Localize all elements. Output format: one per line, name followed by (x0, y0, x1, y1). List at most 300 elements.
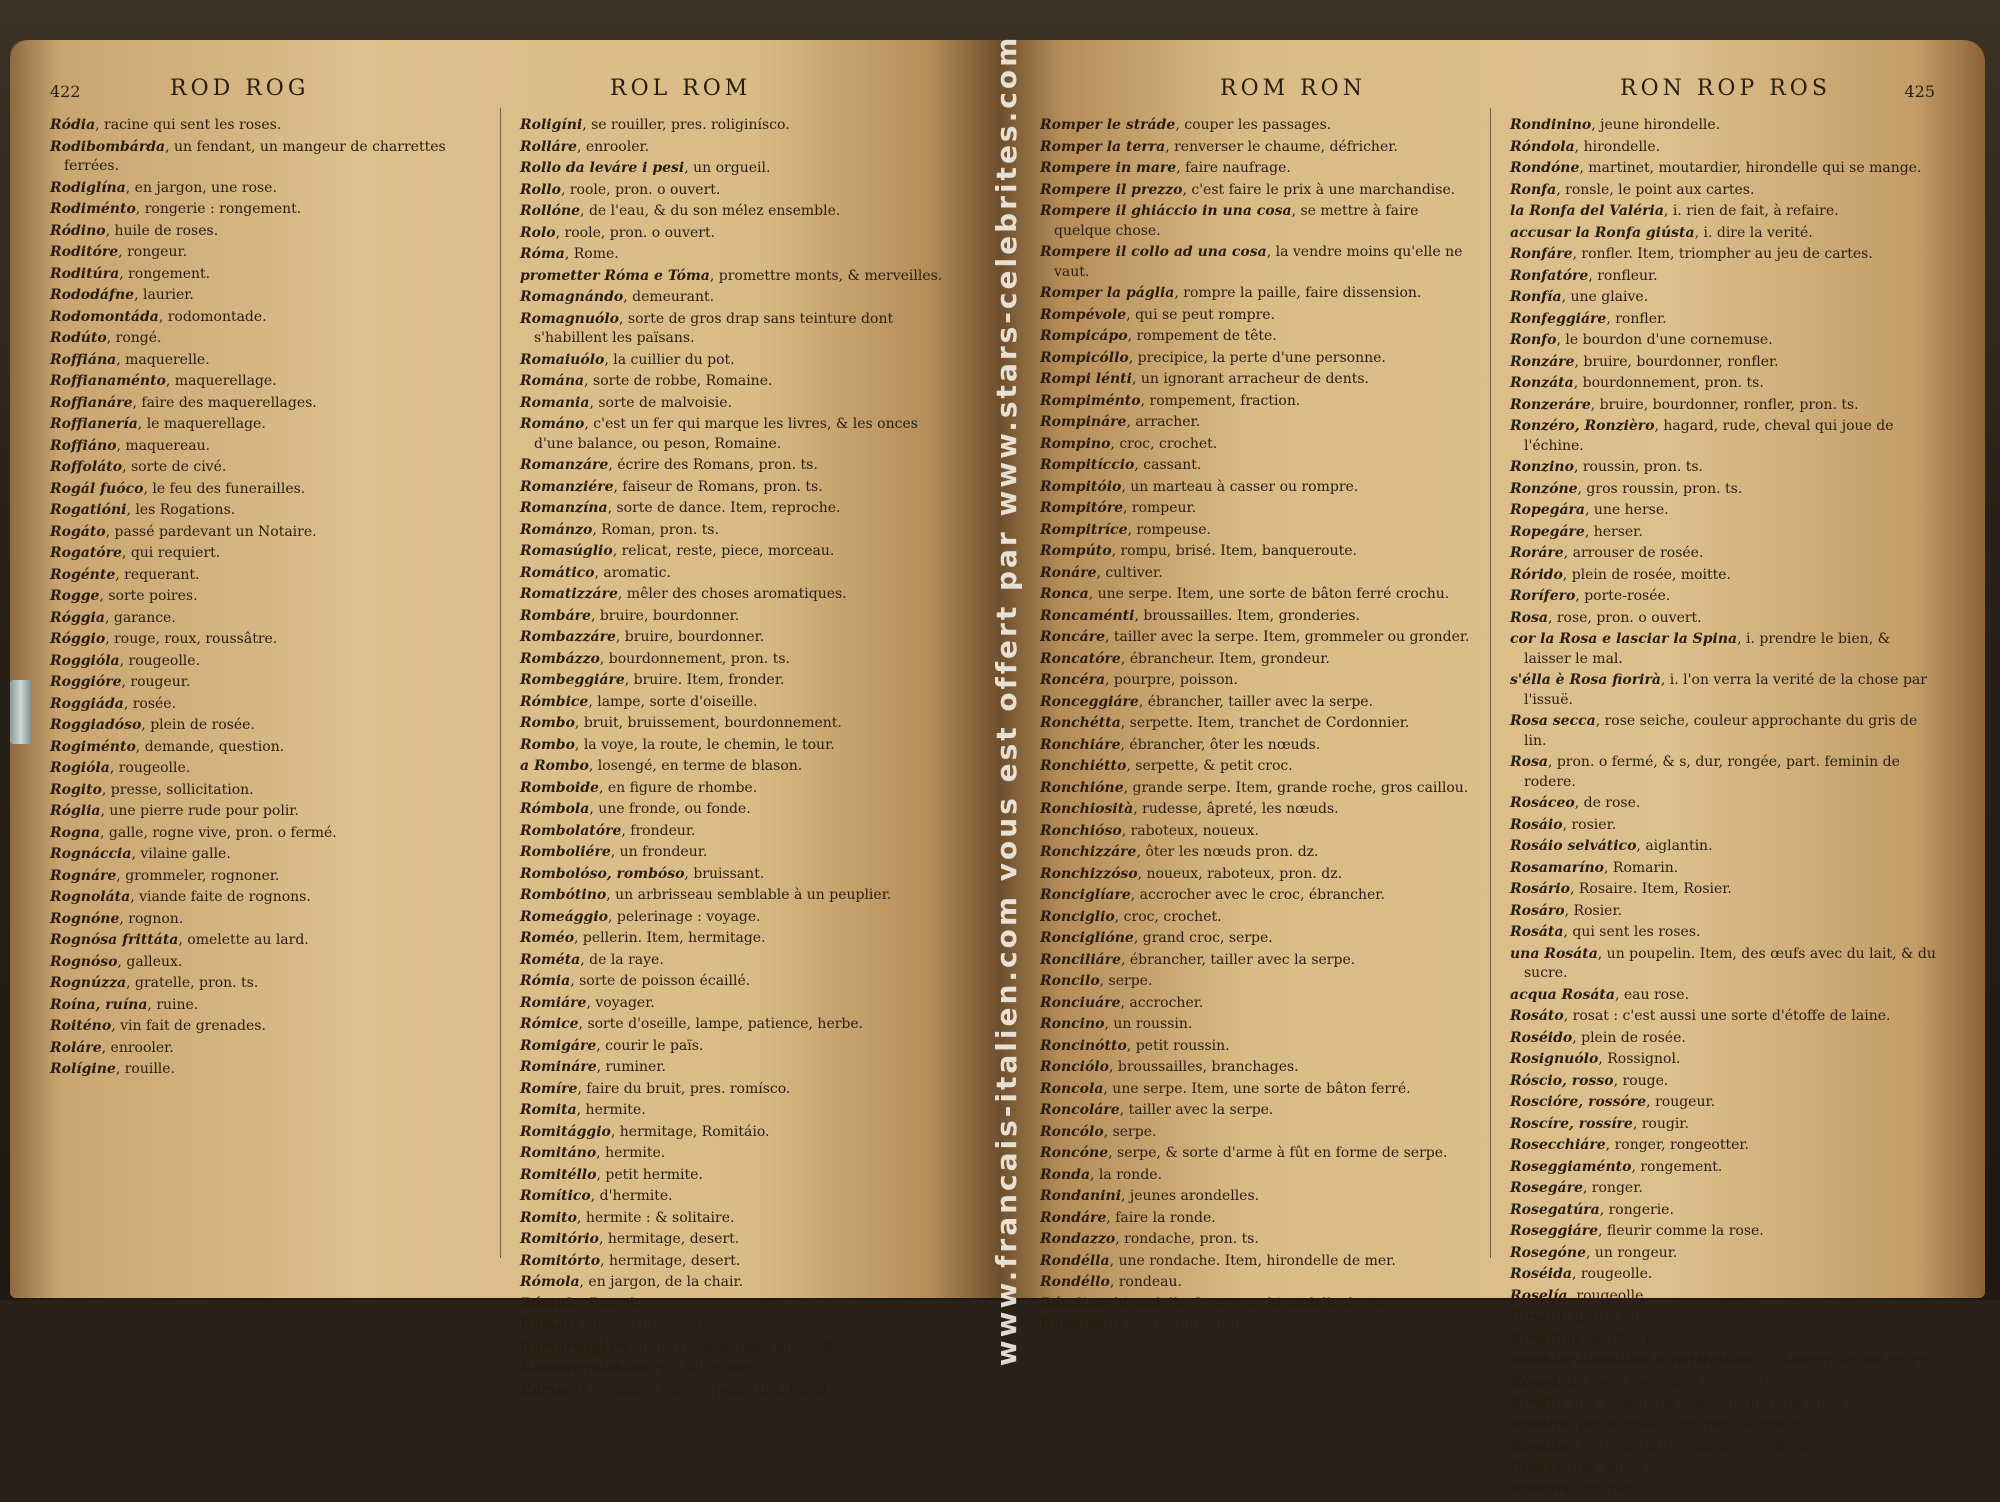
definition: , faiseur de Romans, pron. ts. (613, 478, 823, 495)
definition: , hermitage, desert. (598, 1231, 740, 1247)
headword: Romboide (520, 779, 599, 796)
definition: , hirondelle. (1574, 138, 1661, 155)
dictionary-entry (1040, 951, 1470, 971)
dictionary-entry (50, 1017, 480, 1037)
definition: , galleux. (117, 953, 183, 970)
headword: Rosáro (1510, 902, 1565, 919)
dictionary-entry (1510, 1072, 1940, 1092)
definition: , ronger. (1582, 1180, 1643, 1196)
dictionary-entry (50, 953, 480, 973)
definition: , martinet, moutardier, hirondelle qui se mange. (1579, 160, 1922, 176)
definition: , pelerinage : voyage. (608, 908, 761, 925)
headword: Roffiáno (50, 437, 117, 454)
definition: , rudesse, âpreté, les nœuds. (1133, 801, 1339, 817)
definition: , arrouser de rosée. (1563, 545, 1704, 561)
definition: , gratte-culs. (1563, 1309, 1654, 1325)
open-book (10, 34, 1985, 1497)
definition: , plein de rosée. (1572, 1029, 1686, 1046)
definition: , un roussin. (1104, 1016, 1193, 1032)
headword: Rogna (50, 824, 101, 841)
headword: Rompicóllo (1040, 349, 1129, 366)
headword: Rollo (520, 181, 561, 198)
definition: , une glaive. (1561, 289, 1649, 305)
dictionary-entry (1510, 1136, 1940, 1156)
headword: Rosegóne (1510, 1244, 1586, 1261)
dictionary-entry (520, 951, 950, 971)
definition: , cassant. (1134, 457, 1202, 473)
definition: , sorte d'oseille, lampe, patience, herbe. (578, 1016, 864, 1032)
headword: Rórido (1510, 566, 1563, 583)
dictionary-entry (50, 308, 480, 328)
definition: , ébrancheur. Item, grondeur. (1120, 650, 1330, 667)
dictionary-entry (50, 415, 480, 435)
dictionary-entry (1510, 1394, 1940, 1414)
dictionary-entry (1510, 1437, 1940, 1457)
dictionary-entry (1510, 353, 1940, 373)
dictionary-entry (520, 415, 950, 454)
headword: Róndola (1510, 138, 1575, 155)
headword: Ronchióso (1040, 822, 1122, 839)
headword: Rompere il prezzo (1040, 181, 1183, 198)
dictionary-entry (50, 673, 480, 693)
dictionary-entry (520, 1273, 950, 1293)
dictionary-entry (520, 351, 950, 371)
definition: , passé pardevant un Notaire. (105, 523, 317, 540)
headword: Rondinélla (1040, 1317, 1126, 1333)
headword: Románo (520, 416, 585, 432)
dictionary-entry (1510, 1007, 1940, 1027)
headword: Rómulo (520, 1295, 581, 1312)
definition: , un fendant, un mangeur de charrettes ferrées. (64, 138, 446, 174)
headword: Roméo (520, 930, 575, 946)
dictionary-entry (50, 996, 480, 1016)
definition: , hermite. (576, 1102, 646, 1118)
headword: Rompévole (1040, 306, 1127, 323)
definition: , une serpe. Item, une sorte de bâton ferré. (1103, 1080, 1411, 1097)
headword: Romper la páglia (1040, 285, 1175, 301)
dictionary-entry (1040, 1080, 1470, 1100)
headword: Rosáio (1510, 816, 1563, 833)
dictionary-entry (50, 931, 480, 951)
headword: Romigáre (520, 1037, 597, 1054)
dictionary-entry (50, 372, 480, 392)
dictionary-entry (1040, 435, 1470, 455)
dictionary-entry (50, 759, 480, 779)
definition: , croc, crochet. (1110, 435, 1218, 452)
definition: , qui fait rumeur. (647, 1360, 768, 1376)
definition: , de rose, rosé, pron. o ouvert. (1557, 1373, 1772, 1390)
definition: , huile de roses. (105, 222, 219, 239)
definition: , rouille. (115, 1061, 176, 1077)
headword: Romita (520, 1102, 577, 1118)
headword: Róndine (1040, 1295, 1106, 1312)
headword: Rognáre (50, 867, 117, 884)
dictionary-entry (1040, 116, 1470, 136)
definition: , hermitage, desert. (600, 1252, 741, 1269)
definition: , bruire. Item, fronder. (624, 672, 785, 688)
dictionary-entry (520, 843, 950, 863)
dictionary-entry (50, 609, 480, 629)
definition: , sorte poires. (99, 588, 198, 604)
headword: Ronchétta (1040, 715, 1121, 731)
definition: , un ignorant arracheur de dents. (1131, 371, 1369, 387)
left-page-number: 422 (50, 82, 81, 101)
headword: Rosétto (1510, 1438, 1571, 1454)
definition: , bourdonnement, pron. ts. (599, 650, 790, 667)
dictionary-entry (520, 181, 950, 201)
right-head-left: ROM RON (1220, 76, 1366, 101)
dictionary-entry (1040, 564, 1470, 584)
definition: , tailler avec la serpe. Item, grommeler ou gronder. (1105, 629, 1470, 645)
definition: , rondache, pron. ts. (1115, 1231, 1259, 1247)
headword: Roffianáre (50, 394, 133, 411)
dictionary-entry (1510, 1459, 1940, 1479)
dictionary-entry (50, 910, 480, 930)
dictionary-entry (1040, 499, 1470, 519)
headword: Rompitóio (1040, 478, 1122, 495)
dictionary-entry (1510, 181, 1940, 201)
dictionary-entry (50, 716, 480, 736)
headword: Ronciglio (1040, 908, 1115, 925)
dictionary-entry (1040, 822, 1470, 842)
definition: , maquerellage. (165, 373, 277, 389)
definition: , bruire, bourdonner. (615, 629, 765, 645)
definition: , pellerin. Item, hermitage. (574, 930, 766, 946)
headword: Romanzína (520, 500, 608, 516)
dictionary-entry (1510, 1158, 1940, 1178)
definition: , courir le païs. (596, 1037, 704, 1054)
definition: , voyager. (586, 994, 655, 1011)
headword: Romasúglio (520, 543, 613, 559)
definition: , gros roussin, pron. ts. (1577, 480, 1743, 497)
headword: Roséido (1510, 1029, 1573, 1046)
left-column-1 (50, 116, 480, 1082)
headword: Roscióre, rossóre (1510, 1094, 1647, 1110)
dictionary-entry (1510, 1050, 1940, 1070)
definition: , ruine. (147, 996, 199, 1013)
headword: Ronzáta (1510, 375, 1574, 391)
definition: , bruire, bourdonner, ronfler, pron. ts. (1590, 396, 1859, 413)
definition: , sorte de poisson écaillé. (570, 973, 751, 989)
definition: , croc, crochet. (1114, 908, 1222, 925)
headword: Ronzeráre (1510, 396, 1591, 413)
definition: , relicat, reste, piece, morceau. (612, 543, 835, 559)
headword: Rognoláta (50, 889, 131, 905)
headword: Rosáio selvático (1510, 838, 1637, 854)
definition: , rougir. (1632, 1115, 1689, 1132)
definition: , i. dire la verité. (1694, 224, 1813, 241)
dictionary-entry (1040, 650, 1470, 670)
dictionary-entry (1510, 587, 1940, 607)
definition: , c'est faire le prix à une marchandise. (1182, 181, 1456, 198)
definition: , tailler avec la serpe. (1119, 1102, 1274, 1118)
definition: , rose seiche, couleur approchante du gris de lin. (1524, 713, 1918, 749)
headword: Roráre (1510, 545, 1564, 561)
dictionary-entry (1510, 1330, 1940, 1350)
headword: Rompere il collo ad una cosa (1040, 244, 1267, 260)
dictionary-entry (520, 478, 950, 498)
dictionary-entry (1040, 1058, 1470, 1078)
dictionary-entry (1510, 288, 1940, 308)
headword: Romináre (520, 1059, 597, 1075)
definition: , frondeur. (621, 822, 696, 839)
dictionary-entry (1510, 1029, 1940, 1049)
headword: Róggia (50, 609, 105, 626)
headword: Rosáta (1510, 924, 1564, 940)
dictionary-entry (1040, 693, 1470, 713)
headword: Rogénte (50, 566, 116, 583)
dictionary-entry (1510, 331, 1940, 351)
definition: , accrocher. (1120, 994, 1204, 1011)
definition: , noueux, raboteux, pron. dz. (1137, 865, 1343, 882)
dictionary-entry (1510, 159, 1940, 179)
headword: Ronzáre (1510, 353, 1575, 370)
headword: Roggiáda (50, 695, 124, 712)
headword: Rombeggiáre (520, 672, 625, 688)
definition: , un rongeur. (1585, 1244, 1678, 1261)
definition: , sorte de civé. (122, 459, 227, 475)
dictionary-entry (520, 1316, 950, 1336)
definition: , racine qui sent les roses. (95, 117, 282, 133)
dictionary-entry (520, 1166, 950, 1186)
headword: Romático (520, 564, 595, 581)
dictionary-entry (1040, 757, 1470, 777)
definition: , le feu des funerailles. (143, 480, 306, 497)
headword: Ródia (50, 117, 96, 133)
headword: Ródino (50, 222, 106, 239)
headword: Romoreggiatóre (520, 1360, 648, 1376)
definition: , vin fait de grenades. (111, 1018, 266, 1034)
definition: , plein de rosée, moitte. (1562, 566, 1732, 583)
dictionary-entry (1040, 521, 1470, 541)
dictionary-entry (1510, 986, 1940, 1006)
headword: Rompiménto (1040, 392, 1141, 409)
definition: , en jargon, de la chair. (579, 1274, 744, 1290)
headword: Rosáto (1510, 1008, 1564, 1024)
dictionary-entry (1040, 714, 1470, 734)
headword: Rododáfne (50, 287, 135, 303)
definition: , une serpe. Item, une sorte de bâton ferré crochu. (1088, 586, 1450, 602)
dictionary-entry (520, 585, 950, 605)
headword: Rogál fuóco (50, 480, 144, 497)
definition: , serpe. (1103, 1123, 1157, 1140)
definition: , rosée. (123, 695, 177, 712)
headword: Rosa secca (1510, 713, 1596, 729)
headword: Rondéllo (1040, 1274, 1110, 1290)
headword: Ronfa (1510, 181, 1557, 198)
definition: , Romulus. (580, 1295, 656, 1312)
dictionary-entry (520, 972, 950, 992)
headword: Rombo (520, 736, 575, 753)
dictionary-entry (520, 1144, 950, 1164)
definition: , viande faite de rognons. (130, 889, 311, 905)
dictionary-entry (1040, 1295, 1470, 1315)
definition: , la vendre moins qu'elle ne vaut. (1054, 244, 1463, 280)
headword: Rolláre (520, 138, 577, 155)
definition: , rodomontade. (158, 308, 267, 325)
definition: , rongerie. (1599, 1201, 1674, 1218)
headword: Ronchiétto (1040, 758, 1127, 774)
dictionary-entry (520, 1015, 950, 1035)
dictionary-entry (520, 757, 950, 777)
definition: , le bourdon d'une cornemuse. (1556, 332, 1773, 348)
dictionary-entry (520, 245, 950, 265)
headword: Ronfo (1510, 332, 1557, 348)
dictionary-entry (1510, 1265, 1940, 1285)
definition: , qui sent les roses. (1563, 924, 1701, 940)
definition: , jeune hirondelle. (1125, 1317, 1254, 1333)
definition: , qui se peut rompre. (1126, 306, 1276, 323)
definition: , vilaine galle. (131, 846, 231, 862)
definition: , rongement. (1631, 1158, 1723, 1175)
headword: Romána (520, 373, 585, 389)
page-clip (10, 680, 32, 744)
headword: Romboliére (520, 844, 611, 860)
headword: Romiáre (520, 994, 587, 1011)
dictionary-entry (1510, 1093, 1940, 1113)
headword: Romito (520, 1209, 577, 1226)
headword: a Rombo (520, 758, 589, 774)
definition: , herser. (1584, 523, 1643, 540)
headword: Roligíni (520, 117, 583, 133)
headword: Rómbola (520, 801, 590, 817)
dictionary-entry (1510, 417, 1940, 456)
definition: , ébrancher, tailler avec la serpe. (1138, 693, 1374, 710)
definition: , hagard, rude, cheval qui joue de l'échine. (1524, 418, 1894, 454)
headword: Rogáto (50, 523, 106, 540)
dictionary-entry (1040, 843, 1470, 863)
definition: , en jargon, une rose. (125, 179, 277, 196)
definition: , jeune hirondelle. (1591, 117, 1721, 133)
dictionary-entry (520, 1252, 950, 1272)
dictionary-entry (1040, 972, 1470, 992)
headword: Romagnuólo (520, 310, 619, 327)
dictionary-entry (1510, 1222, 1940, 1242)
headword: Roncinótto (1040, 1037, 1127, 1054)
dictionary-entry (520, 267, 950, 287)
headword: Ronchizzáre (1040, 844, 1137, 860)
dictionary-entry (520, 202, 950, 222)
definition: , grommeler, rognoner. (116, 867, 280, 884)
definition: , rondeau. (1109, 1274, 1182, 1290)
definition: , petites roses. (1582, 1330, 1687, 1347)
headword: Ronchióne (1040, 779, 1124, 796)
dictionary-entry (520, 929, 950, 949)
dictionary-entry (50, 394, 480, 414)
headword: Ronciólo (1040, 1059, 1109, 1075)
definition: , se mettre à faire quelque chose. (1054, 203, 1419, 239)
definition: , enrooler. (576, 138, 650, 155)
dictionary-entry (520, 736, 950, 756)
headword: Rombolatóre (520, 822, 622, 839)
headword: Ronáre (1040, 564, 1097, 581)
headword: Roffiána (50, 351, 117, 368)
dictionary-entry (1040, 1209, 1470, 1229)
right-running-head (1040, 76, 1945, 116)
definition: , broussailles. Item, gronderies. (1134, 607, 1361, 624)
right-column-2 (1510, 116, 1940, 1502)
headword: Rogatióni (50, 502, 127, 518)
dictionary-entry (520, 1381, 950, 1401)
dictionary-entry (520, 1209, 950, 1229)
headword: Rodiglína (50, 179, 126, 196)
dictionary-entry (520, 693, 950, 713)
headword: Ronchiáre (1040, 736, 1121, 753)
dictionary-entry (1510, 671, 1940, 710)
definition: , une rondache. Item, hirondelle de mer. (1109, 1252, 1396, 1269)
headword: Ronzéro, Ronzièro (1510, 418, 1655, 434)
dictionary-entry (50, 200, 480, 220)
dictionary-entry (1510, 816, 1940, 836)
headword: Rogióla (50, 760, 110, 776)
definition: , faire rumeur, faire du bruit. (631, 1338, 838, 1355)
headword: Ronzóne (1510, 480, 1578, 497)
dictionary-entry (520, 288, 950, 308)
definition: , ronfler. Item, triompher au jeu de cartes. (1572, 246, 1873, 262)
definition: , roole, pron. o ouvert. (555, 224, 716, 241)
definition: , serpe, & sorte d'arme à fût en forme de serpe. (1108, 1145, 1448, 1161)
definition: , bruit, bruissement, bourdonnement. (574, 715, 842, 731)
headword: Rodibombárda (50, 138, 166, 155)
dictionary-entry (1510, 310, 1940, 330)
definition: , galle, rogne vive, pron. o fermé. (100, 824, 337, 841)
definition: , laurier. (134, 287, 194, 303)
definition: , grande serpe. Item, grande roche, gros caillou. (1123, 779, 1469, 796)
headword: Rompináre (1040, 414, 1127, 430)
headword: Rondinino (1510, 117, 1592, 133)
definition: , eau rose. (1614, 986, 1690, 1003)
definition: , rougeolle. (109, 760, 191, 776)
definition: , rompement de tête. (1127, 328, 1277, 344)
definition: , sorte de dance. Item, reproche. (607, 500, 841, 516)
headword: Rogatóre (50, 545, 122, 561)
dictionary-entry (1510, 245, 1940, 265)
dictionary-entry (1510, 794, 1940, 814)
definition: , un marteau à casser ou rompre. (1121, 478, 1359, 495)
definition: , serpe. (1099, 973, 1153, 989)
dictionary-entry (50, 1039, 480, 1059)
dictionary-entry (1040, 1144, 1470, 1164)
definition: , la voye, la route, le chemin, le tour. (574, 736, 835, 753)
headword: prometter Róma e Tóma (520, 267, 710, 284)
headword: Rompitríce (1040, 521, 1128, 538)
headword: Romitáno (520, 1145, 597, 1161)
dictionary-entry (1040, 159, 1470, 179)
headword: Romagnándo (520, 289, 624, 305)
headword: Romítico (520, 1188, 591, 1204)
definition: , rouge, roux, roussâtre. (105, 631, 278, 647)
headword: Rollo da leváre i pesi (520, 160, 685, 176)
definition: , i. rien de fait, à refaire. (1663, 203, 1839, 219)
dictionary-entry (520, 671, 950, 691)
right-column-1 (1040, 116, 1470, 1338)
definition: , rompre, casser, passé def. ruppi. (590, 1381, 832, 1398)
dictionary-entry (1510, 880, 1940, 900)
definition: , petit roussin. (1126, 1037, 1230, 1054)
headword: Romper le stráde (1040, 117, 1176, 133)
definition: , serpette, & petit croc. (1126, 758, 1293, 774)
watermark-text: www.francais-italien.com vous est offert par www.stars-celebrites.com (990, 34, 1024, 1366)
dictionary-entry (1040, 1166, 1470, 1186)
headword: Rodomontáda (50, 308, 159, 325)
headword: Róglia (50, 803, 101, 819)
headword: Romaiuólo (520, 351, 605, 368)
dictionary-entry (520, 822, 950, 842)
definition: , roole, pron. o ouvert. (560, 181, 721, 198)
definition: , ronger. (1572, 1481, 1633, 1497)
headword: Rompitóre (1040, 500, 1123, 516)
headword: Rogge (50, 588, 100, 604)
